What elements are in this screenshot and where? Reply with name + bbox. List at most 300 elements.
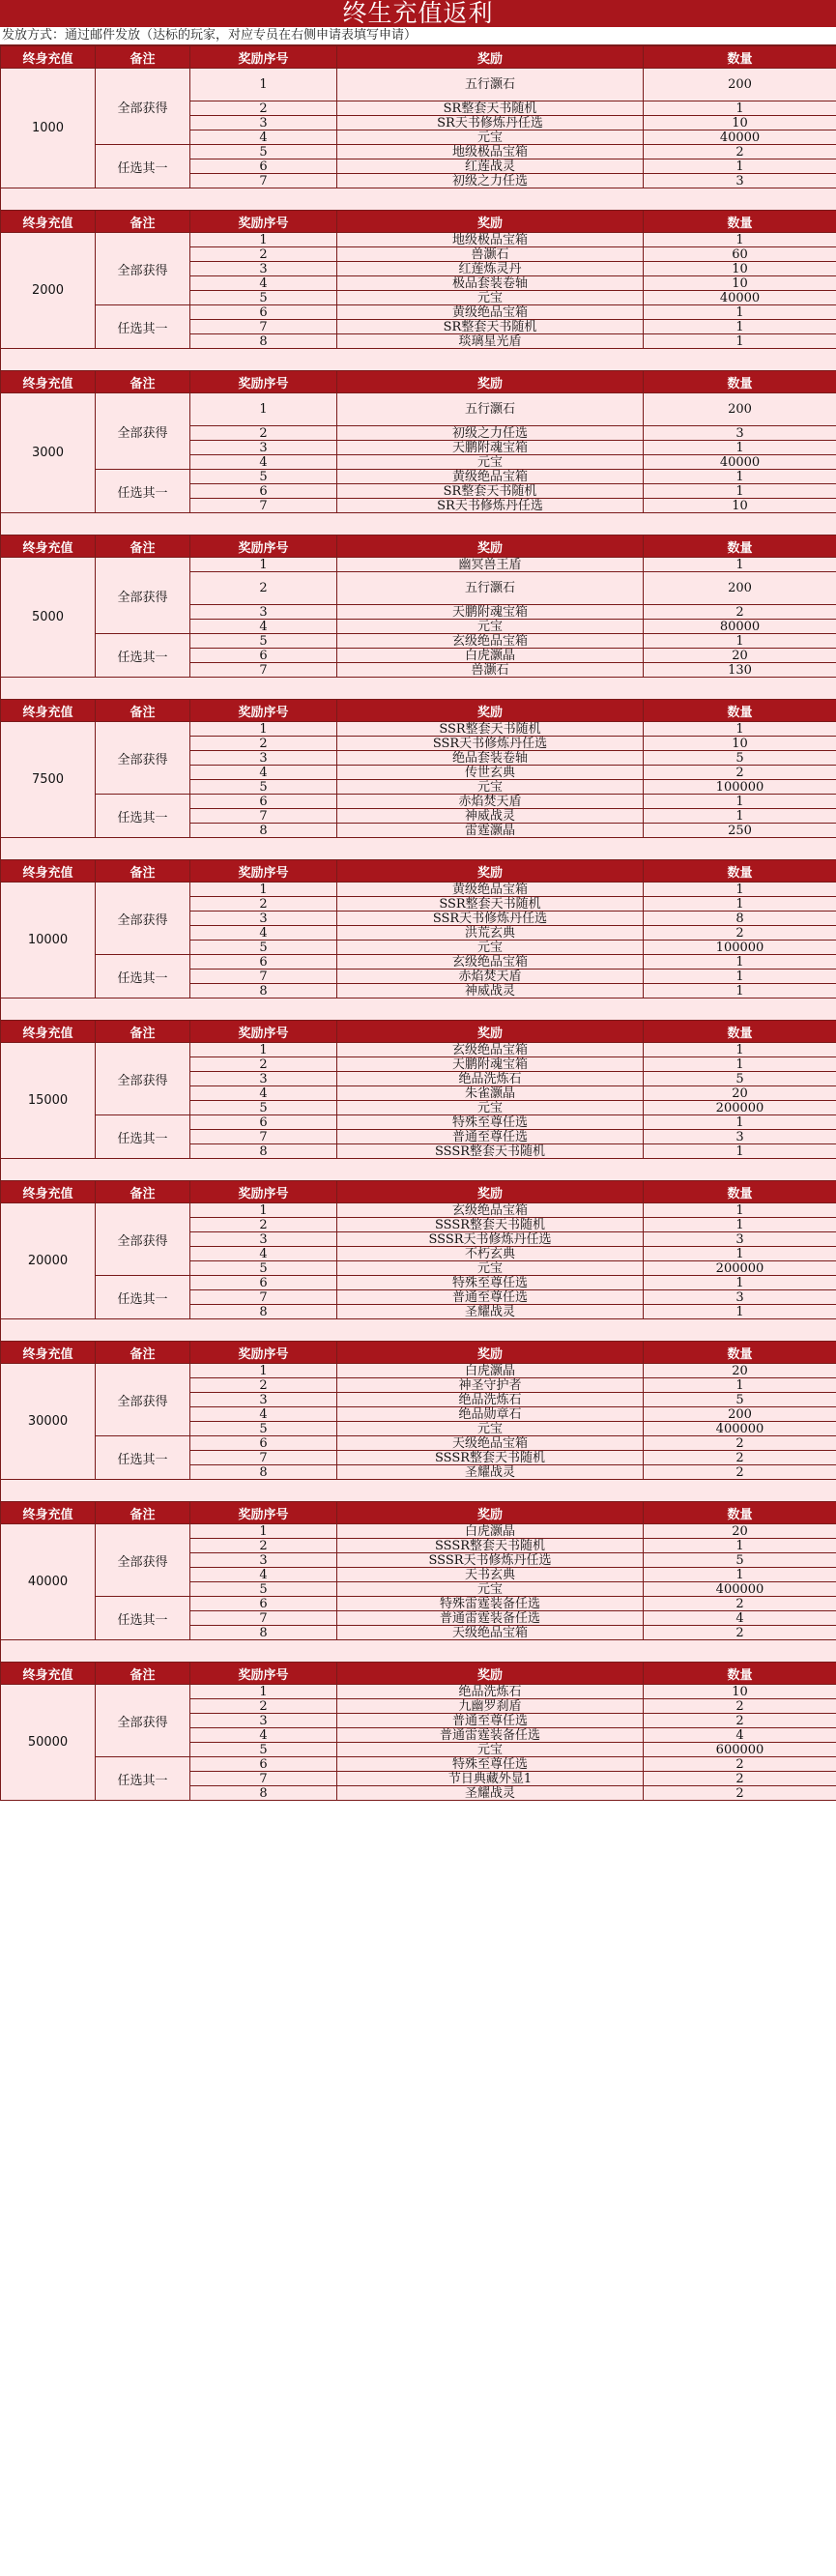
- reward-name: 特殊至尊任选: [337, 1757, 644, 1772]
- reward-row: [1, 1685, 836, 1699]
- header-note: 备注: [96, 1021, 190, 1043]
- group-header-row: [1, 1181, 836, 1203]
- reward-quantity: 1: [644, 101, 836, 116]
- reward-name: SSR整套天书随机: [337, 897, 644, 912]
- group-header-row: [1, 1342, 836, 1364]
- page-title: 终生充值返利: [0, 0, 836, 27]
- group-header-row: [1, 46, 836, 69]
- group-header-row: [1, 1663, 836, 1685]
- header-note: 备注: [96, 371, 190, 393]
- reward-index: 4: [190, 276, 337, 291]
- reward-quantity: 1: [644, 722, 836, 737]
- reward-name: SR天书修炼丹任选: [337, 499, 644, 513]
- reward-index: 8: [190, 984, 337, 999]
- reward-quantity: 40000: [644, 291, 836, 305]
- section-note: 全部获得: [96, 69, 190, 145]
- reward-name: 特殊至尊任选: [337, 1115, 644, 1130]
- reward-quantity: 20: [644, 1086, 836, 1101]
- header-quantity: 数量: [644, 700, 836, 722]
- reward-quantity: 1: [644, 795, 836, 809]
- reward-name: 元宝: [337, 1261, 644, 1276]
- reward-index: 5: [190, 634, 337, 649]
- reward-name: 天级绝品宝箱: [337, 1626, 644, 1640]
- header-quantity: 数量: [644, 371, 836, 393]
- reward-name: 兽灏石: [337, 663, 644, 678]
- spacer-cell: [1, 349, 836, 371]
- reward-name: 绝品洗炼石: [337, 1393, 644, 1407]
- spacer-cell: [1, 1640, 836, 1663]
- reward-row: [1, 955, 836, 970]
- reward-index: 1: [190, 1364, 337, 1378]
- header-reward-index: 奖励序号: [190, 371, 337, 393]
- reward-index: 2: [190, 426, 337, 441]
- section-note: 全部获得: [96, 1524, 190, 1597]
- reward-index: 1: [190, 883, 337, 897]
- reward-name: SSR天书修炼丹任选: [337, 912, 644, 926]
- reward-name: SR整套天书随机: [337, 320, 644, 334]
- reward-name: 元宝: [337, 1422, 644, 1436]
- header-total-recharge: 终身充值: [1, 535, 96, 558]
- reward-index: 4: [190, 766, 337, 780]
- reward-quantity: 600000: [644, 1743, 836, 1757]
- reward-quantity: 1: [644, 1378, 836, 1393]
- header-total-recharge: 终身充值: [1, 1342, 96, 1364]
- reward-index: 1: [190, 1043, 337, 1057]
- group-spacer: [1, 188, 836, 211]
- reward-name: 九幽罗刹盾: [337, 1699, 644, 1714]
- reward-name: 红莲炼灵丹: [337, 262, 644, 276]
- reward-index: 7: [190, 1772, 337, 1786]
- reward-quantity: 2: [644, 1757, 836, 1772]
- header-note: 备注: [96, 1502, 190, 1524]
- reward-name: SSSR天书修炼丹任选: [337, 1232, 644, 1247]
- reward-quantity: 1: [644, 1276, 836, 1290]
- reward-index: 6: [190, 1276, 337, 1290]
- reward-index: 3: [190, 1553, 337, 1568]
- reward-index: 6: [190, 159, 337, 174]
- spacer-cell: [1, 678, 836, 700]
- reward-index: 7: [190, 174, 337, 188]
- reward-quantity: 10: [644, 276, 836, 291]
- reward-quantity: 1: [644, 1043, 836, 1057]
- spacer-cell: [1, 1159, 836, 1181]
- reward-row: [1, 1364, 836, 1378]
- group-header-row: [1, 211, 836, 233]
- reward-quantity: 130: [644, 663, 836, 678]
- reward-index: 6: [190, 795, 337, 809]
- header-total-recharge: 终身充值: [1, 860, 96, 883]
- reward-name: 元宝: [337, 620, 644, 634]
- reward-index: 7: [190, 970, 337, 984]
- reward-quantity: 2: [644, 1786, 836, 1801]
- reward-name: SR整套天书随机: [337, 484, 644, 499]
- section-note: 任选其一: [96, 1436, 190, 1480]
- reward-index: 5: [190, 291, 337, 305]
- reward-index: 2: [190, 897, 337, 912]
- reward-name: SR整套天书随机: [337, 101, 644, 116]
- reward-name: SSSR整套天书随机: [337, 1451, 644, 1465]
- reward-index: 5: [190, 780, 337, 795]
- section-note: 任选其一: [96, 1757, 190, 1801]
- reward-index: 5: [190, 941, 337, 955]
- distribution-note: 发放方式：通过邮件发放（达标的玩家，对应专员在右侧申请表填写申请）: [0, 27, 836, 45]
- header-note: 备注: [96, 46, 190, 69]
- reward-quantity: 1: [644, 1539, 836, 1553]
- header-quantity: 数量: [644, 1342, 836, 1364]
- reward-name: 传世玄典: [337, 766, 644, 780]
- reward-name: 元宝: [337, 291, 644, 305]
- reward-name: 绝品勋章石: [337, 1407, 644, 1422]
- reward-name: 特殊至尊任选: [337, 1276, 644, 1290]
- reward-name: 元宝: [337, 130, 644, 145]
- reward-index: 5: [190, 470, 337, 484]
- reward-quantity: 10: [644, 499, 836, 513]
- reward-name: 玄级绝品宝箱: [337, 1203, 644, 1218]
- reward-quantity: 10: [644, 262, 836, 276]
- reward-name: SSSR天书修炼丹任选: [337, 1553, 644, 1568]
- header-reward: 奖励: [337, 1663, 644, 1685]
- reward-row: [1, 1436, 836, 1451]
- header-note: 备注: [96, 211, 190, 233]
- reward-row: [1, 305, 836, 320]
- group-header-row: [1, 1502, 836, 1524]
- reward-quantity: 5: [644, 751, 836, 766]
- reward-index: 4: [190, 1728, 337, 1743]
- reward-index: 4: [190, 455, 337, 470]
- reward-quantity: 40000: [644, 130, 836, 145]
- reward-quantity: 400000: [644, 1422, 836, 1436]
- reward-quantity: 1: [644, 1115, 836, 1130]
- reward-quantity: 5: [644, 1553, 836, 1568]
- reward-name: 特殊雷霆装备任选: [337, 1597, 644, 1611]
- group-spacer: [1, 838, 836, 860]
- reward-quantity: 80000: [644, 620, 836, 634]
- header-reward: 奖励: [337, 1502, 644, 1524]
- header-note: 备注: [96, 700, 190, 722]
- group-spacer: [1, 1480, 836, 1502]
- spacer-cell: [1, 1319, 836, 1342]
- reward-quantity: 1: [644, 1203, 836, 1218]
- reward-quantity: 3: [644, 1290, 836, 1305]
- group-spacer: [1, 999, 836, 1021]
- reward-name: 普通雷霆装备任选: [337, 1728, 644, 1743]
- header-reward-index: 奖励序号: [190, 700, 337, 722]
- reward-index: 4: [190, 1086, 337, 1101]
- header-reward-index: 奖励序号: [190, 1502, 337, 1524]
- recharge-amount: 30000: [1, 1364, 96, 1480]
- header-reward: 奖励: [337, 700, 644, 722]
- reward-index: 1: [190, 1203, 337, 1218]
- reward-name: 普通雷霆装备任选: [337, 1611, 644, 1626]
- reward-name: 兽灏石: [337, 247, 644, 262]
- reward-name: 玄级绝品宝箱: [337, 955, 644, 970]
- group-header-row: [1, 860, 836, 883]
- reward-quantity: 1: [644, 883, 836, 897]
- reward-name: 绝品洗炼石: [337, 1072, 644, 1086]
- reward-index: 6: [190, 305, 337, 320]
- reward-name: SR天书修炼丹任选: [337, 116, 644, 130]
- header-reward-index: 奖励序号: [190, 211, 337, 233]
- section-note: 全部获得: [96, 1043, 190, 1115]
- reward-name: SSR天书修炼丹任选: [337, 737, 644, 751]
- recharge-amount: 1000: [1, 69, 96, 188]
- reward-index: 4: [190, 1568, 337, 1582]
- header-note: 备注: [96, 1181, 190, 1203]
- header-reward: 奖励: [337, 1342, 644, 1364]
- header-total-recharge: 终身充值: [1, 700, 96, 722]
- reward-name: 绝品套装卷轴: [337, 751, 644, 766]
- reward-quantity: 2: [644, 1772, 836, 1786]
- reward-name: 圣耀战灵: [337, 1786, 644, 1801]
- reward-index: 1: [190, 393, 337, 426]
- reward-name: 雷霆灏晶: [337, 824, 644, 838]
- reward-quantity: 5: [644, 1393, 836, 1407]
- header-total-recharge: 终身充值: [1, 211, 96, 233]
- recharge-amount: 40000: [1, 1524, 96, 1640]
- reward-name: 极品套装卷轴: [337, 276, 644, 291]
- reward-index: 7: [190, 499, 337, 513]
- reward-name: 五行灏石: [337, 572, 644, 605]
- section-note: 任选其一: [96, 145, 190, 188]
- reward-index: 6: [190, 1115, 337, 1130]
- reward-quantity: 5: [644, 1072, 836, 1086]
- recharge-amount: 7500: [1, 722, 96, 838]
- reward-name: 白虎灏晶: [337, 649, 644, 663]
- reward-quantity: 1: [644, 955, 836, 970]
- reward-index: 4: [190, 620, 337, 634]
- reward-index: 2: [190, 1378, 337, 1393]
- header-note: 备注: [96, 1663, 190, 1685]
- reward-quantity: 200: [644, 1407, 836, 1422]
- reward-quantity: 1: [644, 1144, 836, 1159]
- reward-name: 初级之力任选: [337, 426, 644, 441]
- reward-index: 8: [190, 1305, 337, 1319]
- reward-quantity: 20: [644, 649, 836, 663]
- group-spacer: [1, 678, 836, 700]
- reward-row: [1, 1115, 836, 1130]
- reward-index: 8: [190, 1144, 337, 1159]
- reward-index: 2: [190, 1699, 337, 1714]
- header-reward: 奖励: [337, 211, 644, 233]
- reward-quantity: 1: [644, 1568, 836, 1582]
- reward-name: 绝品洗炼石: [337, 1685, 644, 1699]
- section-note: 全部获得: [96, 233, 190, 305]
- reward-quantity: 2: [644, 1436, 836, 1451]
- reward-quantity: 8: [644, 912, 836, 926]
- section-note: 任选其一: [96, 1115, 190, 1159]
- reward-index: 3: [190, 262, 337, 276]
- reward-index: 4: [190, 1407, 337, 1422]
- reward-quantity: 1: [644, 484, 836, 499]
- reward-quantity: 1: [644, 1218, 836, 1232]
- reward-quantity: 1: [644, 305, 836, 320]
- reward-name: 地级极品宝箱: [337, 145, 644, 159]
- reward-quantity: 200: [644, 69, 836, 101]
- header-quantity: 数量: [644, 535, 836, 558]
- reward-index: 6: [190, 1757, 337, 1772]
- reward-quantity: 1: [644, 897, 836, 912]
- header-total-recharge: 终身充值: [1, 371, 96, 393]
- reward-index: 8: [190, 334, 337, 349]
- reward-index: 5: [190, 145, 337, 159]
- reward-index: 1: [190, 233, 337, 247]
- reward-quantity: 2: [644, 605, 836, 620]
- section-note: 任选其一: [96, 1597, 190, 1640]
- reward-name: 元宝: [337, 941, 644, 955]
- recharge-amount: 15000: [1, 1043, 96, 1159]
- header-reward: 奖励: [337, 860, 644, 883]
- reward-name: 节日典藏外显1: [337, 1772, 644, 1786]
- reward-index: 8: [190, 1786, 337, 1801]
- reward-quantity: 1: [644, 1057, 836, 1072]
- header-total-recharge: 终身充值: [1, 1021, 96, 1043]
- reward-name: 白虎灏晶: [337, 1524, 644, 1539]
- reward-index: 3: [190, 751, 337, 766]
- header-note: 备注: [96, 860, 190, 883]
- reward-row: [1, 634, 836, 649]
- reward-name: 黄级绝品宝箱: [337, 305, 644, 320]
- reward-index: 2: [190, 1057, 337, 1072]
- reward-index: 3: [190, 1393, 337, 1407]
- reward-index: 5: [190, 1743, 337, 1757]
- reward-name: 神圣守护者: [337, 1378, 644, 1393]
- recharge-amount: 5000: [1, 558, 96, 678]
- reward-index: 7: [190, 1611, 337, 1626]
- header-quantity: 数量: [644, 1502, 836, 1524]
- reward-name: 普通至尊任选: [337, 1714, 644, 1728]
- reward-quantity: 1: [644, 970, 836, 984]
- header-quantity: 数量: [644, 1663, 836, 1685]
- reward-row: [1, 1043, 836, 1057]
- reward-quantity: 10: [644, 737, 836, 751]
- reward-index: 3: [190, 605, 337, 620]
- reward-index: 7: [190, 1451, 337, 1465]
- reward-quantity: 2: [644, 1451, 836, 1465]
- reward-name: 地级极品宝箱: [337, 233, 644, 247]
- reward-quantity: 2: [644, 145, 836, 159]
- reward-row: [1, 722, 836, 737]
- reward-quantity: 200: [644, 393, 836, 426]
- reward-index: 1: [190, 722, 337, 737]
- spacer-cell: [1, 838, 836, 860]
- header-reward-index: 奖励序号: [190, 46, 337, 69]
- reward-quantity: 1: [644, 320, 836, 334]
- reward-index: 2: [190, 1539, 337, 1553]
- reward-quantity: 1: [644, 984, 836, 999]
- reward-quantity: 4: [644, 1728, 836, 1743]
- reward-index: 2: [190, 737, 337, 751]
- section-note: 任选其一: [96, 795, 190, 838]
- header-quantity: 数量: [644, 1181, 836, 1203]
- reward-quantity: 1: [644, 1247, 836, 1261]
- reward-row: [1, 883, 836, 897]
- reward-index: 6: [190, 1597, 337, 1611]
- reward-row: [1, 1203, 836, 1218]
- reward-quantity: 3: [644, 1232, 836, 1247]
- reward-name: 天鹏附魂宝箱: [337, 605, 644, 620]
- section-note: 全部获得: [96, 393, 190, 470]
- group-header-row: [1, 535, 836, 558]
- reward-index: 6: [190, 955, 337, 970]
- header-reward: 奖励: [337, 46, 644, 69]
- reward-index: 3: [190, 912, 337, 926]
- reward-row: [1, 795, 836, 809]
- header-reward: 奖励: [337, 1021, 644, 1043]
- section-note: 全部获得: [96, 722, 190, 795]
- reward-name: 元宝: [337, 455, 644, 470]
- reward-quantity: 2: [644, 1699, 836, 1714]
- spacer-cell: [1, 1480, 836, 1502]
- reward-row: [1, 470, 836, 484]
- reward-name: SSSR整套天书随机: [337, 1539, 644, 1553]
- reward-table-body: [1, 46, 836, 1801]
- reward-index: 4: [190, 130, 337, 145]
- reward-name: 元宝: [337, 1743, 644, 1757]
- reward-index: 1: [190, 1524, 337, 1539]
- reward-table: [0, 45, 836, 1801]
- reward-index: 1: [190, 1685, 337, 1699]
- group-header-row: [1, 1021, 836, 1043]
- spacer-cell: [1, 513, 836, 535]
- header-reward: 奖励: [337, 1181, 644, 1203]
- recharge-amount: 20000: [1, 1203, 96, 1319]
- reward-quantity: 2: [644, 1597, 836, 1611]
- reward-name: SSSR整套天书随机: [337, 1144, 644, 1159]
- reward-index: 7: [190, 1130, 337, 1144]
- spacer-cell: [1, 999, 836, 1021]
- section-note: 任选其一: [96, 634, 190, 678]
- reward-quantity: 1: [644, 470, 836, 484]
- reward-quantity: 100000: [644, 780, 836, 795]
- reward-quantity: 10: [644, 116, 836, 130]
- group-spacer: [1, 1159, 836, 1181]
- section-note: 任选其一: [96, 1276, 190, 1319]
- reward-index: 5: [190, 1101, 337, 1115]
- reward-index: 6: [190, 649, 337, 663]
- header-total-recharge: 终身充值: [1, 1502, 96, 1524]
- reward-name: 天鹏附魂宝箱: [337, 441, 644, 455]
- reward-name: 赤焰焚天盾: [337, 795, 644, 809]
- reward-quantity: 4: [644, 1611, 836, 1626]
- reward-name: 五行灏石: [337, 393, 644, 426]
- reward-index: 5: [190, 1422, 337, 1436]
- reward-index: 2: [190, 247, 337, 262]
- reward-index: 3: [190, 441, 337, 455]
- reward-name: 红莲战灵: [337, 159, 644, 174]
- reward-name: SSSR整套天书随机: [337, 1218, 644, 1232]
- reward-name: 初级之力任选: [337, 174, 644, 188]
- header-note: 备注: [96, 1342, 190, 1364]
- reward-quantity: 20: [644, 1524, 836, 1539]
- reward-quantity: 100000: [644, 941, 836, 955]
- reward-quantity: 250: [644, 824, 836, 838]
- reward-row: [1, 1597, 836, 1611]
- section-note: 全部获得: [96, 1364, 190, 1436]
- header-reward-index: 奖励序号: [190, 1342, 337, 1364]
- group-spacer: [1, 349, 836, 371]
- reward-index: 5: [190, 1261, 337, 1276]
- reward-row: [1, 1757, 836, 1772]
- reward-name: 神威战灵: [337, 984, 644, 999]
- reward-quantity: 1: [644, 558, 836, 572]
- reward-row: [1, 558, 836, 572]
- reward-index: 2: [190, 1218, 337, 1232]
- reward-quantity: 3: [644, 426, 836, 441]
- group-spacer: [1, 513, 836, 535]
- header-reward-index: 奖励序号: [190, 1181, 337, 1203]
- reward-index: 1: [190, 558, 337, 572]
- reward-quantity: 1: [644, 634, 836, 649]
